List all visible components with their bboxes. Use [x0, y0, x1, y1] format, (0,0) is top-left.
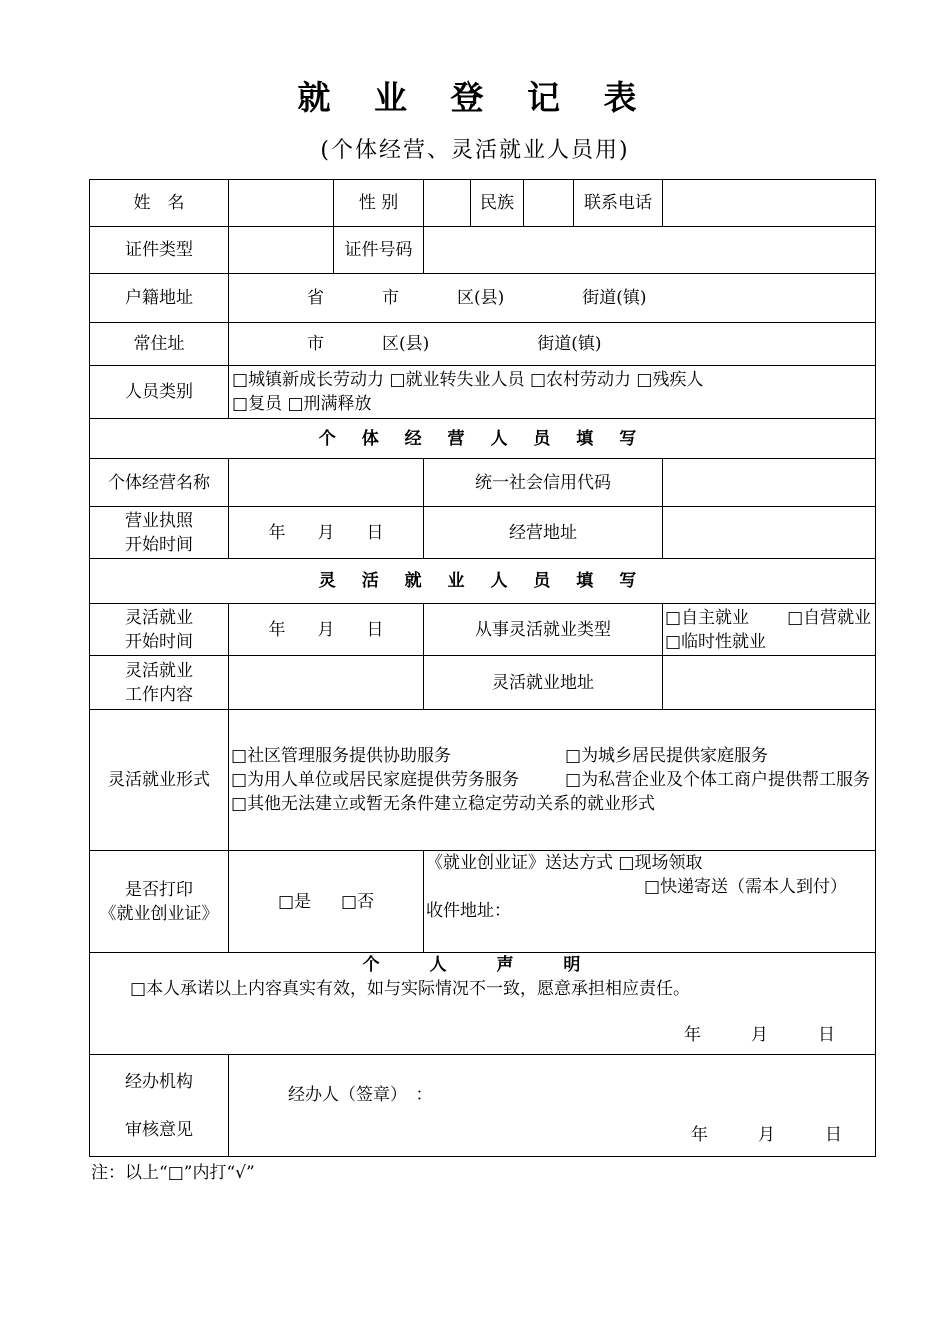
biz-name-field[interactable]	[229, 459, 424, 507]
category-option-unemployed[interactable]: □ 就业转失业人员	[389, 368, 524, 392]
flex-type-options	[663, 604, 876, 656]
category-option-released[interactable]: □ 刑满释放	[287, 392, 371, 416]
flex-content-label	[90, 656, 229, 710]
review-label-line2: 审核意见	[125, 1119, 193, 1140]
recipient-address-label: 收件地址：	[426, 901, 511, 921]
review-label	[90, 1055, 229, 1157]
declaration-day: 日	[818, 1025, 835, 1045]
category-option-veteran[interactable]: □ 复员	[232, 392, 282, 416]
ethnicity-field[interactable]	[524, 180, 574, 227]
flex-address-field[interactable]	[663, 656, 876, 710]
flex-type-label: 从事灵活就业类型	[424, 604, 663, 656]
res-street: 街道(镇)	[537, 334, 602, 354]
review-label-line1: 经办机构	[125, 1071, 193, 1092]
license-start-label-line1: 营业执照	[125, 510, 193, 531]
delivery-method	[424, 851, 876, 953]
flex-type-own-business[interactable]: □ 自营就业	[787, 606, 871, 630]
section-self-employed: 个 体 经 营 人 员 填 写	[90, 419, 876, 459]
phone-field[interactable]	[663, 180, 876, 227]
print-cert-label-line1: 是否打印	[125, 879, 193, 900]
review-block	[229, 1055, 876, 1157]
flex-form-other[interactable]: □ 其他无法建立或暂无条件建立稳定劳动关系的就业形式	[231, 792, 655, 816]
registration-form	[89, 179, 876, 1157]
review-year: 年	[691, 1125, 708, 1145]
flex-form-labor[interactable]: □ 为用人单位或居民家庭提供劳务服务	[231, 768, 565, 792]
flex-year: 年	[268, 619, 286, 640]
handler-signature[interactable]: 经办人（签章） ：	[288, 1085, 433, 1105]
flex-form-label: 灵活就业形式	[90, 710, 229, 851]
flex-form-community[interactable]: □ 社区管理服务提供协助服务	[231, 744, 565, 768]
gender-label: 性 别	[334, 180, 424, 227]
gender-field[interactable]	[424, 180, 471, 227]
residence-field[interactable]	[229, 323, 876, 366]
huji-city: 市	[382, 288, 399, 308]
declaration-checkbox[interactable]: □ 本人承诺以上内容真实有效，如与实际情况不一致，愿意承担相应责任。	[130, 977, 690, 1001]
flex-form-private-help[interactable]: □ 为私营企业及个体工商户提供帮工服务	[565, 770, 870, 790]
category-option-new-labor[interactable]: □ 城镇新成长劳动力	[232, 368, 384, 392]
residence-label: 常住址	[90, 323, 229, 366]
license-day: 日	[366, 522, 384, 543]
flex-start-label-line2: 开始时间	[125, 631, 193, 652]
footnote: 注：以上“□”内打“√”	[91, 1163, 255, 1183]
declaration-heading: 个 人 声 明	[362, 955, 603, 975]
flex-day: 日	[366, 619, 384, 640]
flex-start-label	[90, 604, 229, 656]
section-flexible: 灵 活 就 业 人 员 填 写	[90, 559, 876, 604]
category-option-rural[interactable]: □ 农村劳动力	[530, 368, 631, 392]
huji-province: 省	[307, 288, 324, 308]
print-cert-options	[229, 851, 424, 953]
declaration-year: 年	[684, 1025, 701, 1045]
form-subtitle: (个体经营、灵活就业人员用)	[320, 138, 630, 163]
review-date[interactable]	[232, 1123, 872, 1147]
id-type-field[interactable]	[229, 227, 334, 274]
flex-form-options	[229, 710, 876, 851]
name-label: 姓 名	[90, 180, 229, 227]
id-number-label: 证件号码	[334, 227, 424, 274]
flex-form-private-help-wrap	[565, 770, 870, 790]
print-cert-label	[90, 851, 229, 953]
flex-content-label-line1: 灵活就业	[125, 660, 193, 681]
delivery-label: 《就业创业证》送达方式	[426, 853, 613, 873]
print-cert-no[interactable]: □ 否	[341, 890, 374, 914]
flex-start-date[interactable]	[229, 604, 424, 656]
declaration-block	[90, 953, 876, 1055]
delivery-pickup[interactable]: □ 现场领取	[618, 851, 702, 875]
license-month: 月	[317, 522, 335, 543]
flex-start-label-line1: 灵活就业	[125, 607, 193, 628]
flex-type-temporary[interactable]: □ 临时性就业	[665, 630, 766, 654]
phone-label: 联系电话	[574, 180, 663, 227]
credit-code-label: 统一社会信用代码	[424, 459, 663, 507]
credit-code-field[interactable]	[663, 459, 876, 507]
biz-name-label: 个体经营名称	[90, 459, 229, 507]
license-start-date[interactable]	[229, 507, 424, 559]
license-start-label-line2: 开始时间	[125, 534, 193, 555]
biz-address-label: 经营地址	[424, 507, 663, 559]
flex-type-self[interactable]: □ 自主就业	[665, 606, 749, 630]
res-city: 市	[307, 334, 324, 354]
delivery-express[interactable]: □ 快递寄送（需本人到付）	[644, 877, 847, 897]
huji-street: 街道(镇)	[582, 288, 647, 308]
flex-content-label-line2: 工作内容	[125, 684, 193, 705]
flex-month: 月	[317, 619, 335, 640]
print-cert-yes[interactable]: □ 是	[278, 890, 311, 914]
flex-form-household[interactable]: □ 为城乡居民提供家庭服务	[565, 744, 768, 768]
declaration-date[interactable]	[90, 1023, 875, 1047]
id-type-label: 证件类型	[90, 227, 229, 274]
huji-district: 区(县)	[457, 288, 505, 308]
flex-address-label: 灵活就业地址	[424, 656, 663, 710]
biz-address-field[interactable]	[663, 507, 876, 559]
id-number-field[interactable]	[424, 227, 876, 274]
declaration-month: 月	[751, 1025, 768, 1045]
flex-content-field[interactable]	[229, 656, 424, 710]
form-title: 就 业 登 记 表	[297, 78, 653, 117]
license-year: 年	[268, 522, 286, 543]
category-options	[229, 366, 876, 419]
name-field[interactable]	[229, 180, 334, 227]
print-cert-label-line2: 《就业创业证》	[99, 903, 219, 924]
review-month: 月	[758, 1125, 775, 1145]
review-day: 日	[825, 1125, 842, 1145]
category-label: 人员类别	[90, 366, 229, 419]
huji-field[interactable]	[229, 274, 876, 323]
huji-label: 户籍地址	[90, 274, 229, 323]
license-start-label	[90, 507, 229, 559]
category-option-disabled[interactable]: □ 残疾人	[636, 368, 703, 392]
res-district: 区(县)	[382, 334, 430, 354]
ethnicity-label: 民族	[471, 180, 524, 227]
